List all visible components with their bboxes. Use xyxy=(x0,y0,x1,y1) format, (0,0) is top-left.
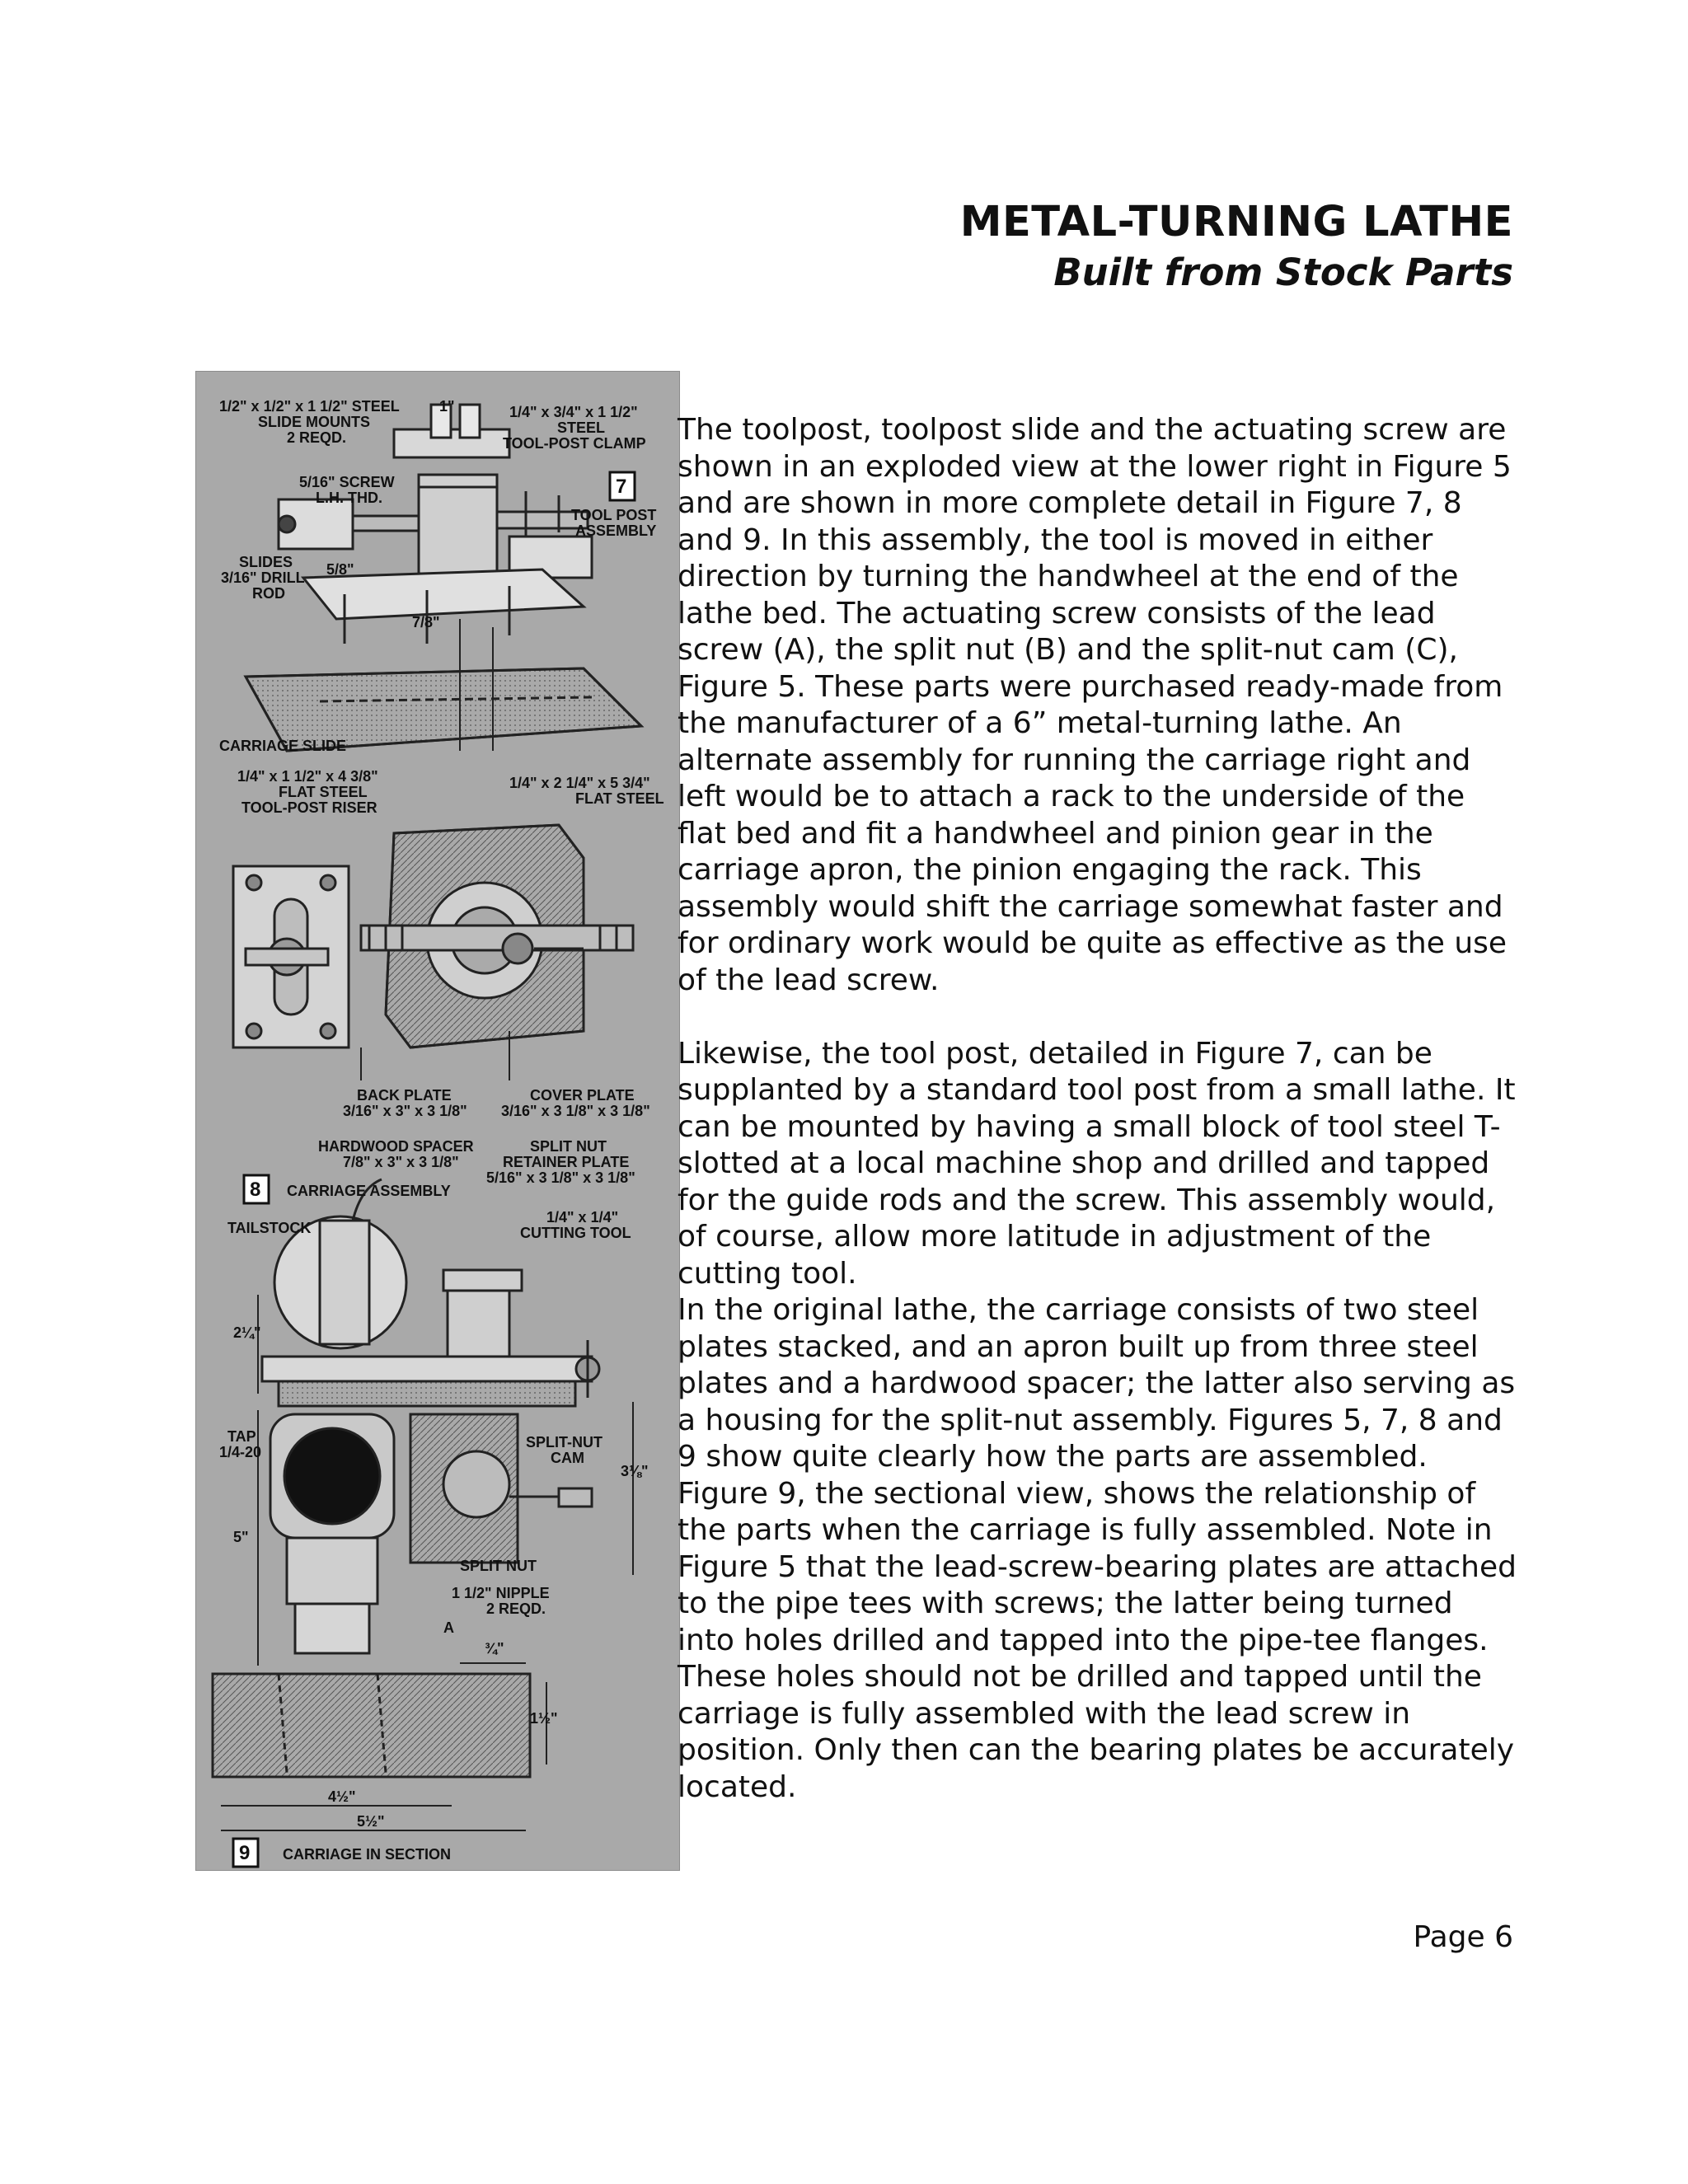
page-title: METAL-TURNING LATHE xyxy=(959,198,1513,246)
label-back-plate-1: BACK PLATE xyxy=(357,1087,452,1104)
label-slides-2: 3/16" DRILL xyxy=(221,569,305,586)
label-carriage-section: CARRIAGE IN SECTION xyxy=(283,1846,452,1863)
label-cover-plate-2: 3/16" x 3 1/8" x 3 1/8" xyxy=(501,1103,650,1119)
page-number: Page 6 xyxy=(1413,1920,1513,1954)
label-spacer-1: HARDWOOD SPACER xyxy=(318,1138,474,1155)
label-tap-2: 1/4-20 xyxy=(219,1444,262,1460)
label-seven-eighths: 7/8" xyxy=(412,614,440,630)
label-retainer-1: SPLIT NUT xyxy=(530,1138,607,1155)
label-toolpost-2: ASSEMBLY xyxy=(575,523,657,539)
paragraph-spacer xyxy=(678,999,1518,1036)
label-riser-2: FLAT STEEL xyxy=(279,784,368,800)
label-dim-4-5: 4½" xyxy=(328,1788,356,1805)
label-fig9-num: 9 xyxy=(239,1842,251,1864)
lathe-carriage-illustration xyxy=(195,371,680,1871)
label-split-nut: SPLIT NUT xyxy=(460,1558,537,1574)
label-carriage-slide: CARRIAGE SLIDE xyxy=(219,738,347,754)
label-riser-1: 1/4" x 1 1/2" x 4 3/8" xyxy=(237,768,378,785)
label-slide-mounts: 1/2" x 1/2" x 1 1/2" STEEL xyxy=(219,398,400,415)
label-cutting-1: 1/4" x 1/4" xyxy=(546,1209,619,1226)
label-clamp-2: STEEL xyxy=(557,419,606,436)
label-retainer-3: 5/16" x 3 1/8" x 3 1/8" xyxy=(486,1169,635,1186)
label-dim-5: 5" xyxy=(233,1529,249,1545)
label-cam-2: CAM xyxy=(551,1450,584,1466)
label-cam-1: SPLIT-NUT xyxy=(526,1434,603,1451)
label-tap-1: TAP xyxy=(227,1428,256,1445)
label-cutting-2: CUTTING TOOL xyxy=(520,1225,631,1241)
label-clamp-3: TOOL-POST CLAMP xyxy=(503,435,646,452)
paragraph-2: Likewise, the tool post, detailed in Figure 7, can be supplanted by a standard tool post from a small lathe. It can be mounted by having a small block of tool steel T-slotted at a local machine shop and drilled and tapped for the guide rods and the screw. This assembly would, of course, allow more latitude in adjustment of the cutting tool. xyxy=(678,1036,1516,1291)
label-flat-2: FLAT STEEL xyxy=(575,790,664,807)
label-riser-3: TOOL-POST RISER xyxy=(241,799,377,816)
label-retainer-2: RETAINER PLATE xyxy=(503,1154,630,1170)
label-slides-3: ROD xyxy=(252,585,285,602)
label-dim-3-125: 3⅛" xyxy=(621,1463,649,1479)
label-dim-0-75: ¾" xyxy=(485,1640,504,1657)
label-fig7-num: 7 xyxy=(616,476,627,498)
page-header xyxy=(960,196,1513,297)
label-tailstock: TAILSTOCK xyxy=(227,1220,312,1236)
label-screw-2: L.H. THD. xyxy=(316,490,382,506)
label-back-plate-2: 3/16" x 3" x 3 1/8" xyxy=(343,1103,467,1119)
article-body xyxy=(678,412,1518,1806)
label-flat-1: 1/4" x 2 1/4" x 5 3/4" xyxy=(509,775,650,791)
label-screw-1: 5/16" SCREW xyxy=(299,474,395,490)
label-slides-1: SLIDES xyxy=(239,554,293,570)
label-slide-mounts-3: 2 REQD. xyxy=(287,429,347,446)
label-dim-1-5: 1½" xyxy=(530,1710,558,1727)
figure-labels xyxy=(219,398,664,1867)
label-nipple-1: 1 1/2" NIPPLE xyxy=(452,1585,550,1601)
label-nipple-2: 2 REQD. xyxy=(486,1601,546,1617)
paragraph-3: In the original lathe, the carriage consists of two steel plates stacked, and an apron built up from three steel plates and a hardwood spacer; the latter also serving as a housing for the split-nut assembly. Figures 5, 7, 8 and 9 show quite clearly how the parts are assembled. Figure 9, the sectional view, shows the relationship of the parts when the carriage is fully assembled. Note in Figure 5 that the lead-screw-bearing plates are attached to the pipe tees with screws; the latter being turned into holes drilled and tapped into the pipe-tee flanges. These holes should not be drilled and tapped until the carriage is fully assembled with the lead screw in position. Only then can the bearing plates be accurately located. xyxy=(678,1293,1517,1804)
figure-8-drawing xyxy=(233,825,633,1080)
label-a-mark: A xyxy=(443,1619,454,1636)
figure-7-drawing xyxy=(246,405,641,751)
label-cover-plate-1: COVER PLATE xyxy=(530,1087,635,1104)
label-carriage-assembly: CARRIAGE ASSEMBLY xyxy=(287,1183,451,1199)
paragraph-1: The toolpost, toolpost slide and the actuating screw are shown in an exploded view at the lower right in Figure 5 and are shown in more complete detail in Figure 7, 8 and 9. In this assembly, the tool is moved in either direction by turning the handwheel at the end of the lathe bed. The actuating screw consists of the lead screw (A), the split nut (B) and the split-nut cam (C), Figure 5. These parts were purchased ready-made from the manufacturer of a 6” metal-turning lathe. An alternate assembly for running the carriage right and left would be to attach a rack to the underside of the flat bed and fit a handwheel and pinion gear in the carriage apron, the pinion engaging the rack. This assembly would shift the carriage somewhat faster and for ordinary work would be quite as effective as the use of the lead screw. xyxy=(678,413,1512,997)
label-spacer-2: 7/8" x 3" x 3 1/8" xyxy=(343,1154,459,1170)
label-slide-mounts-2: SLIDE MOUNTS xyxy=(258,414,371,430)
label-one-inch: 1" xyxy=(439,398,455,415)
label-dim-2-25: 2¼" xyxy=(233,1324,261,1341)
label-fig8-num: 8 xyxy=(250,1179,261,1201)
page-subtitle: Built from Stock Parts xyxy=(1053,251,1513,294)
figure-9-drawing xyxy=(213,1179,633,1830)
illustration-drawing xyxy=(196,372,679,1870)
label-five-eighths: 5/8" xyxy=(326,561,354,578)
label-dim-5-5: 5½" xyxy=(357,1813,385,1830)
label-clamp-1: 1/4" x 3/4" x 1 1/2" xyxy=(509,404,638,420)
label-toolpost-1: TOOL POST xyxy=(571,507,657,523)
